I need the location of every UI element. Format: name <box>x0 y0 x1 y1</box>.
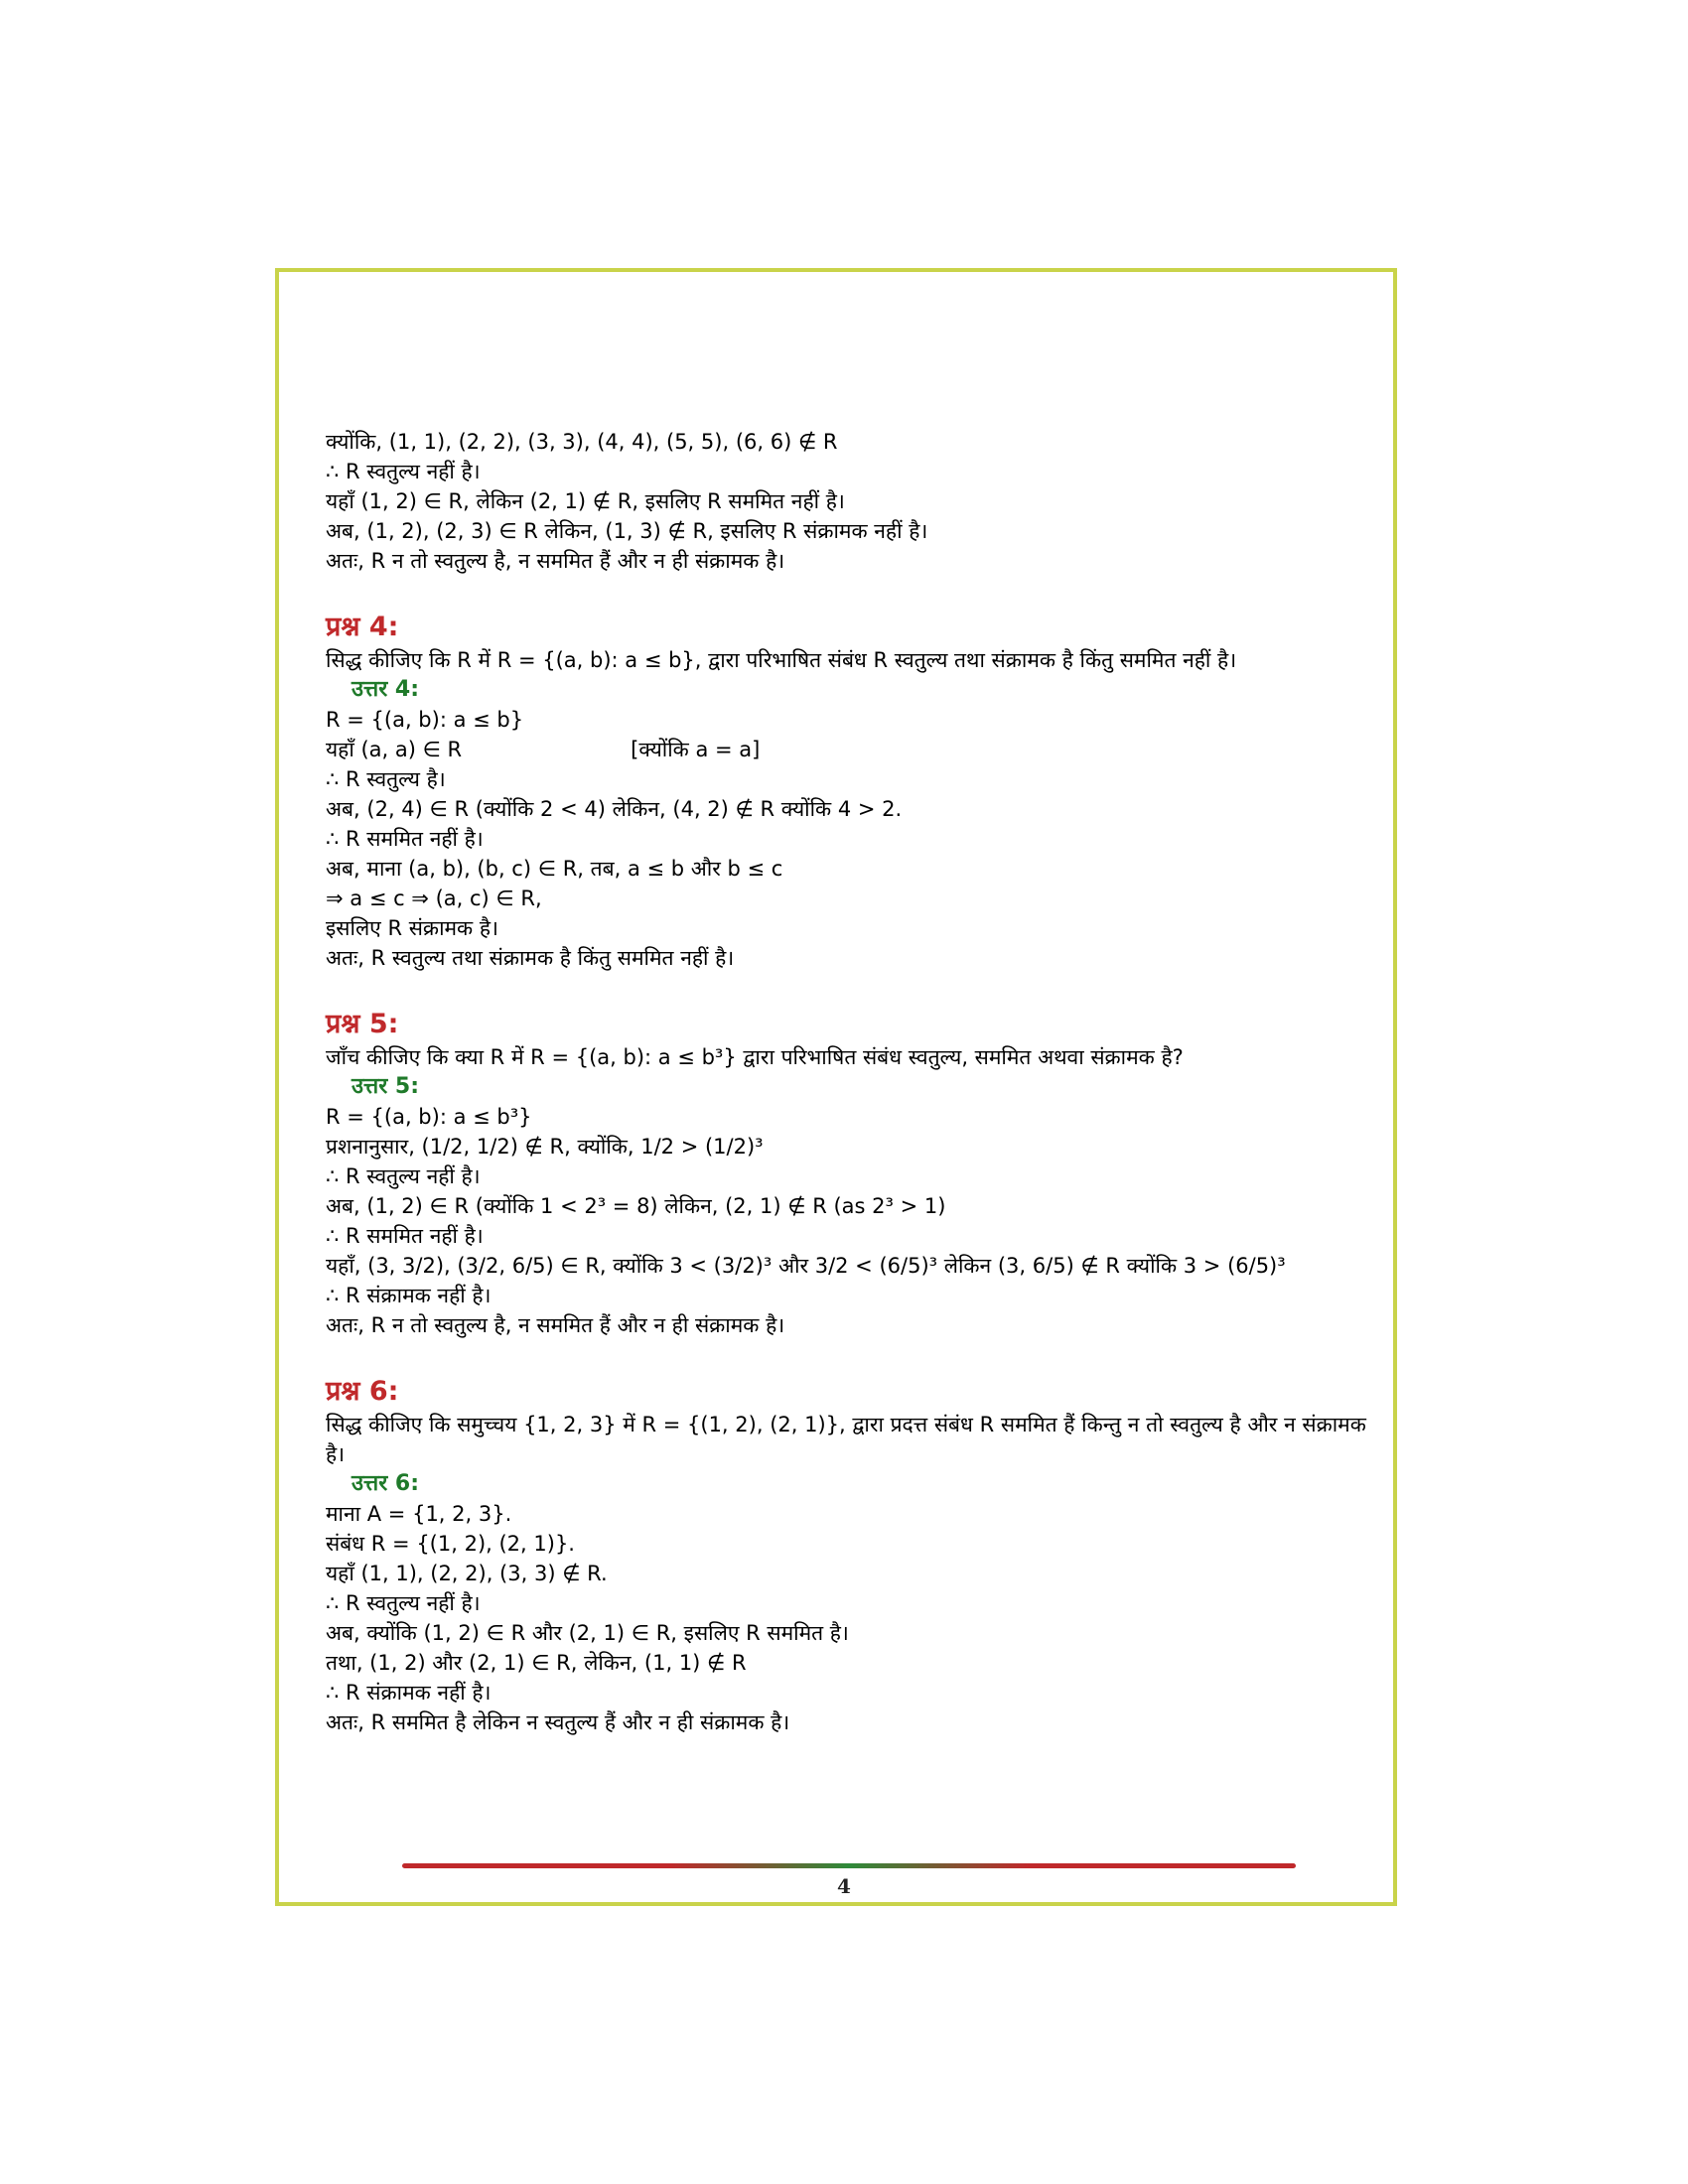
cont-line-3: यहाँ (1, 2) ∈ R, लेकिन (2, 1) ∉ R, इसलिए R सममित नहीं है। <box>326 489 845 513</box>
cont-line-4: अब, (1, 2), (2, 3) ∈ R लेकिन, (1, 3) ∉ R, इसलिए R संक्रामक नहीं है। <box>326 519 928 543</box>
answer-6-line: अब, क्योंकि (1, 2) ∈ R और (2, 1) ∈ R, इसलिए R सममित है। <box>326 1621 849 1645</box>
answer-4-heading: उत्तर 4: <box>352 677 420 702</box>
answer-4-line <box>326 735 1378 764</box>
answer-4-line-reason: [क्योंकि a = a] <box>631 738 761 761</box>
answer-5-line: ∴ R संक्रामक नहीं है। <box>326 1284 492 1307</box>
question-6-text: सिद्ध कीजिए कि समुच्चय {1, 2, 3} में R = {(1, 2), (2, 1)}, द्वारा प्रदत्त संबंध R सममित हैं किन्तु न तो स्वतुल्य है और न संक्रामक है। <box>326 1413 1366 1466</box>
question-6-heading: प्रश्न 6: <box>326 1376 399 1407</box>
question-4-text: सिद्ध कीजिए कि R में R = {(a, b): a ≤ b}, द्वारा परिभाषित संबंध R स्वतुल्य तथा संक्रामक है किंतु सममित नहीं है। <box>326 648 1237 672</box>
question-4-heading: प्रश्न 4: <box>326 612 399 642</box>
answer-6-line: माना A = {1, 2, 3}. <box>326 1502 512 1526</box>
answer-6-line: अतः, R सममित है लेकिन न स्वतुल्य हैं और न ही संक्रामक है। <box>326 1710 790 1734</box>
answer-5-line: अतः, R न तो स्वतुल्य है, न सममित हैं और न ही संक्रामक है। <box>326 1313 785 1337</box>
answer-6-line: ∴ R संक्रामक नहीं है। <box>326 1681 492 1705</box>
answer-5-line: ∴ R सममित नहीं है। <box>326 1224 484 1248</box>
answer-4-line: R = {(a, b): a ≤ b} <box>326 708 524 732</box>
answer-4-line: अब, (2, 4) ∈ R (क्योंकि 2 < 4) लेकिन, (4, 2) ∉ R क्योंकि 4 > 2. <box>326 797 903 821</box>
footer-divider <box>402 1863 1296 1868</box>
answer-4-line: अब, माना (a, b), (b, c) ∈ R, तब, a ≤ b और b ≤ c <box>326 857 783 881</box>
answer-4-line: इसलिए R संक्रामक है। <box>326 916 498 940</box>
question-5-text: जाँच कीजिए कि क्या R में R = {(a, b): a ≤ b³} द्वारा परिभाषित संबंध स्वतुल्य, सममित अथवा संक्रामक है? <box>326 1045 1184 1069</box>
answer-4-line: ∴ R स्वतुल्य है। <box>326 767 446 791</box>
page-number: 4 <box>837 1874 851 1898</box>
answer-6-line: तथा, (1, 2) और (2, 1) ∈ R, लेकिन, (1, 1) ∉ R <box>326 1651 747 1675</box>
answer-4-line: अतः, R स्वतुल्य तथा संक्रामक है किंतु सममित नहीं है। <box>326 946 735 970</box>
answer-5-line: ∴ R स्वतुल्य नहीं है। <box>326 1164 481 1188</box>
answer-5-line: प्रशनानुसार, (1/2, 1/2) ∉ R, क्योंकि, 1/2 > (1/2)³ <box>326 1135 764 1159</box>
cont-line-5: अतः, R न तो स्वतुल्य है, न सममित हैं और न ही संक्रामक है। <box>326 549 785 573</box>
answer-6-line: ∴ R स्वतुल्य नहीं है। <box>326 1591 481 1615</box>
answer-4-line-part: यहाँ (a, a) ∈ R <box>326 738 463 761</box>
page-content <box>326 427 1378 1737</box>
answer-4-line: ∴ R सममित नहीं है। <box>326 827 484 851</box>
cont-line-1: क्योंकि, (1, 1), (2, 2), (3, 3), (4, 4), (5, 5), (6, 6) ∉ R <box>326 430 838 454</box>
cont-line-2: ∴ R स्वतुल्य नहीं है। <box>326 460 481 483</box>
answer-6-line: यहाँ (1, 1), (2, 2), (3, 3) ∉ R. <box>326 1562 608 1585</box>
answer-6-heading: उत्तर 6: <box>352 1471 420 1496</box>
answer-5-line: R = {(a, b): a ≤ b³} <box>326 1105 532 1129</box>
answer-6-line: संबंध R = {(1, 2), (2, 1)}. <box>326 1532 575 1556</box>
answer-5-line: यहाँ, (3, 3/2), (3/2, 6/5) ∈ R, क्योंकि 3 < (3/2)³ और 3/2 < (6/5)³ लेकिन (3, 6/5) ∉ R क्योंकि 3 > (6/5)³ <box>326 1254 1286 1278</box>
question-5-heading: प्रश्न 5: <box>326 1009 399 1039</box>
answer-4-line: ⇒ a ≤ c ⇒ (a, c) ∈ R, <box>326 887 542 910</box>
answer-5-heading: उत्तर 5: <box>352 1074 420 1099</box>
answer-5-line: अब, (1, 2) ∈ R (क्योंकि 1 < 2³ = 8) लेकिन, (2, 1) ∉ R (as 2³ > 1) <box>326 1194 946 1218</box>
